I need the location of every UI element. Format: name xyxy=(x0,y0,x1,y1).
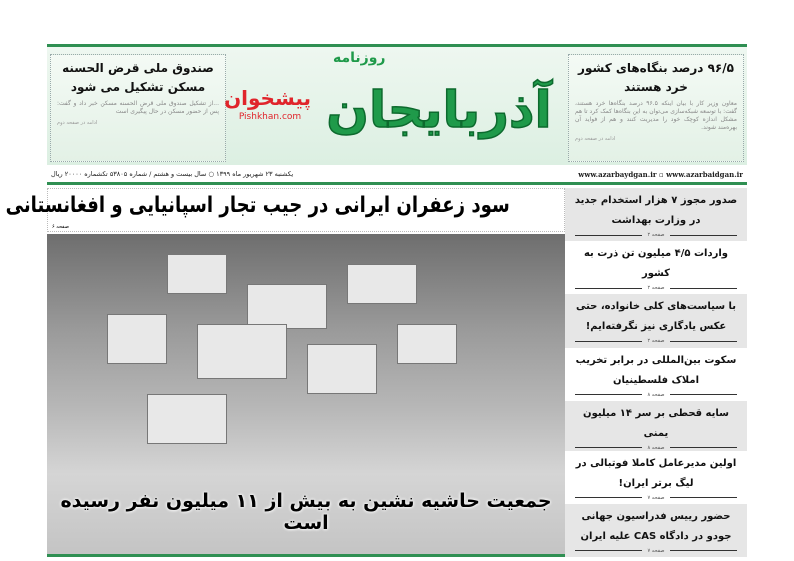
news-item-title: اولین مدیرعامل کاملا فوتبالی در لیگ برتر ایران! xyxy=(575,457,737,489)
main-photo[interactable] xyxy=(47,234,565,554)
left-teaser-title: صندوق ملی قرض الحسنه مسکن تشکیل می شود xyxy=(62,61,214,94)
news-item-title: سکوت بین‌المللی در برابر تخریب املاک فلسطینیان xyxy=(575,354,737,386)
watermark-latin: Pishkhan.com xyxy=(238,112,302,122)
issue-date: یکشنبه ۲۳ شهریور ماه ۱۳۹۹ ○ سال بیست و هشتم / شماره ۵۳۸۰۵ تکشماره ۲۰۰۰۰ ریال xyxy=(51,170,294,178)
photo-building xyxy=(197,324,287,379)
news-item[interactable] xyxy=(565,451,747,504)
left-teaser-more: ادامه در صفحه دوم xyxy=(57,120,98,126)
page-ref: صفحه ۲ xyxy=(569,338,743,344)
main-headline-box[interactable] xyxy=(5,188,565,232)
news-item[interactable] xyxy=(565,401,747,451)
photo-building xyxy=(397,324,457,364)
headline-page-ref: صفحه ۶ xyxy=(52,224,69,230)
logo-subtitle: روزنامه xyxy=(333,50,386,66)
page-ref: صفحه ۸ xyxy=(569,392,743,398)
logo-title: آذربایجان xyxy=(326,81,552,139)
photo-building xyxy=(107,314,167,364)
news-item-title: سایه قحطی بر سر ۱۴ میلیون یمنی xyxy=(583,407,729,439)
right-teaser-title: ۹۶/۵ درصد بنگاه‌های کشور خرد هستند xyxy=(578,61,734,94)
masthead-bottom-rule xyxy=(47,182,747,185)
dateline-bar xyxy=(47,167,747,181)
photo-building xyxy=(167,254,227,294)
pishkhan-watermark xyxy=(224,85,311,123)
photo-building xyxy=(147,394,227,444)
left-teaser-box[interactable] xyxy=(50,54,226,162)
news-item[interactable] xyxy=(565,504,747,557)
bottom-rule xyxy=(47,554,565,557)
photo-building xyxy=(307,344,377,394)
right-teaser-body: معاون وزیر کار با بیان اینکه ۹۶.۵ درصد بنگاه‌ها خرد هستند، گفت: با توسعه شبکه‌سازی می‌توان به این بنگاه‌ها کمک کرد تا هم مشکل اندازه کوچک خود را مدیریت کنند و هم از فواید آن بهره‌مند شوند. xyxy=(575,100,737,131)
photo-building xyxy=(347,264,417,304)
news-item-title: صدور مجوز ۷ هزار استخدام جدید در وزارت بهداشت xyxy=(574,195,738,226)
news-item-title: با سیاست‌های کلی خانواده، حتی عکس یادگاری نیز نگرفته‌ایم! xyxy=(575,301,737,333)
website-urls[interactable]: www.azarbaydgan.ir ▫ www.azarbaidgan.ir xyxy=(578,169,743,179)
page-ref: صفحه ۲ xyxy=(569,232,743,238)
page-ref: صفحه ۸ xyxy=(569,445,743,451)
page-ref: صفحه ۲ xyxy=(569,285,743,291)
news-item[interactable] xyxy=(565,241,747,294)
photo-building xyxy=(247,284,327,329)
newspaper-logo xyxy=(313,49,565,161)
news-item-title: حضور رییس فدراسیون جهانی جودو در دادگاه CAS علیه ایران xyxy=(580,510,732,542)
masthead xyxy=(47,47,747,165)
sidebar-news-list xyxy=(565,188,747,557)
photo-caption: جمعیت حاشیه نشین به بیش از ۱۱ میلیون نفر رسیده است xyxy=(60,490,552,534)
right-teaser-box[interactable] xyxy=(568,54,744,162)
news-item[interactable] xyxy=(565,188,747,241)
news-item[interactable] xyxy=(565,294,747,347)
right-teaser-more: ادامه در صفحه دوم xyxy=(575,136,616,142)
page-ref: صفحه ۷ xyxy=(569,495,743,501)
main-headline: سود زعفران ایرانی در جیب تجار اسپانیایی و افغانستانی xyxy=(5,193,510,218)
watermark-persian: پیشخوان xyxy=(224,86,311,110)
news-item-title: واردات ۴/۵ میلیون تن ذرت به کشور xyxy=(583,248,729,280)
page-ref: صفحه ۷ xyxy=(569,548,743,554)
news-item[interactable] xyxy=(565,348,747,401)
left-teaser-body: ...از تشکیل صندوق ملی قرض الحسنه مسکن خبر داد و گفت: پس از حضور مسکن در حال پیگیری است xyxy=(57,100,219,115)
